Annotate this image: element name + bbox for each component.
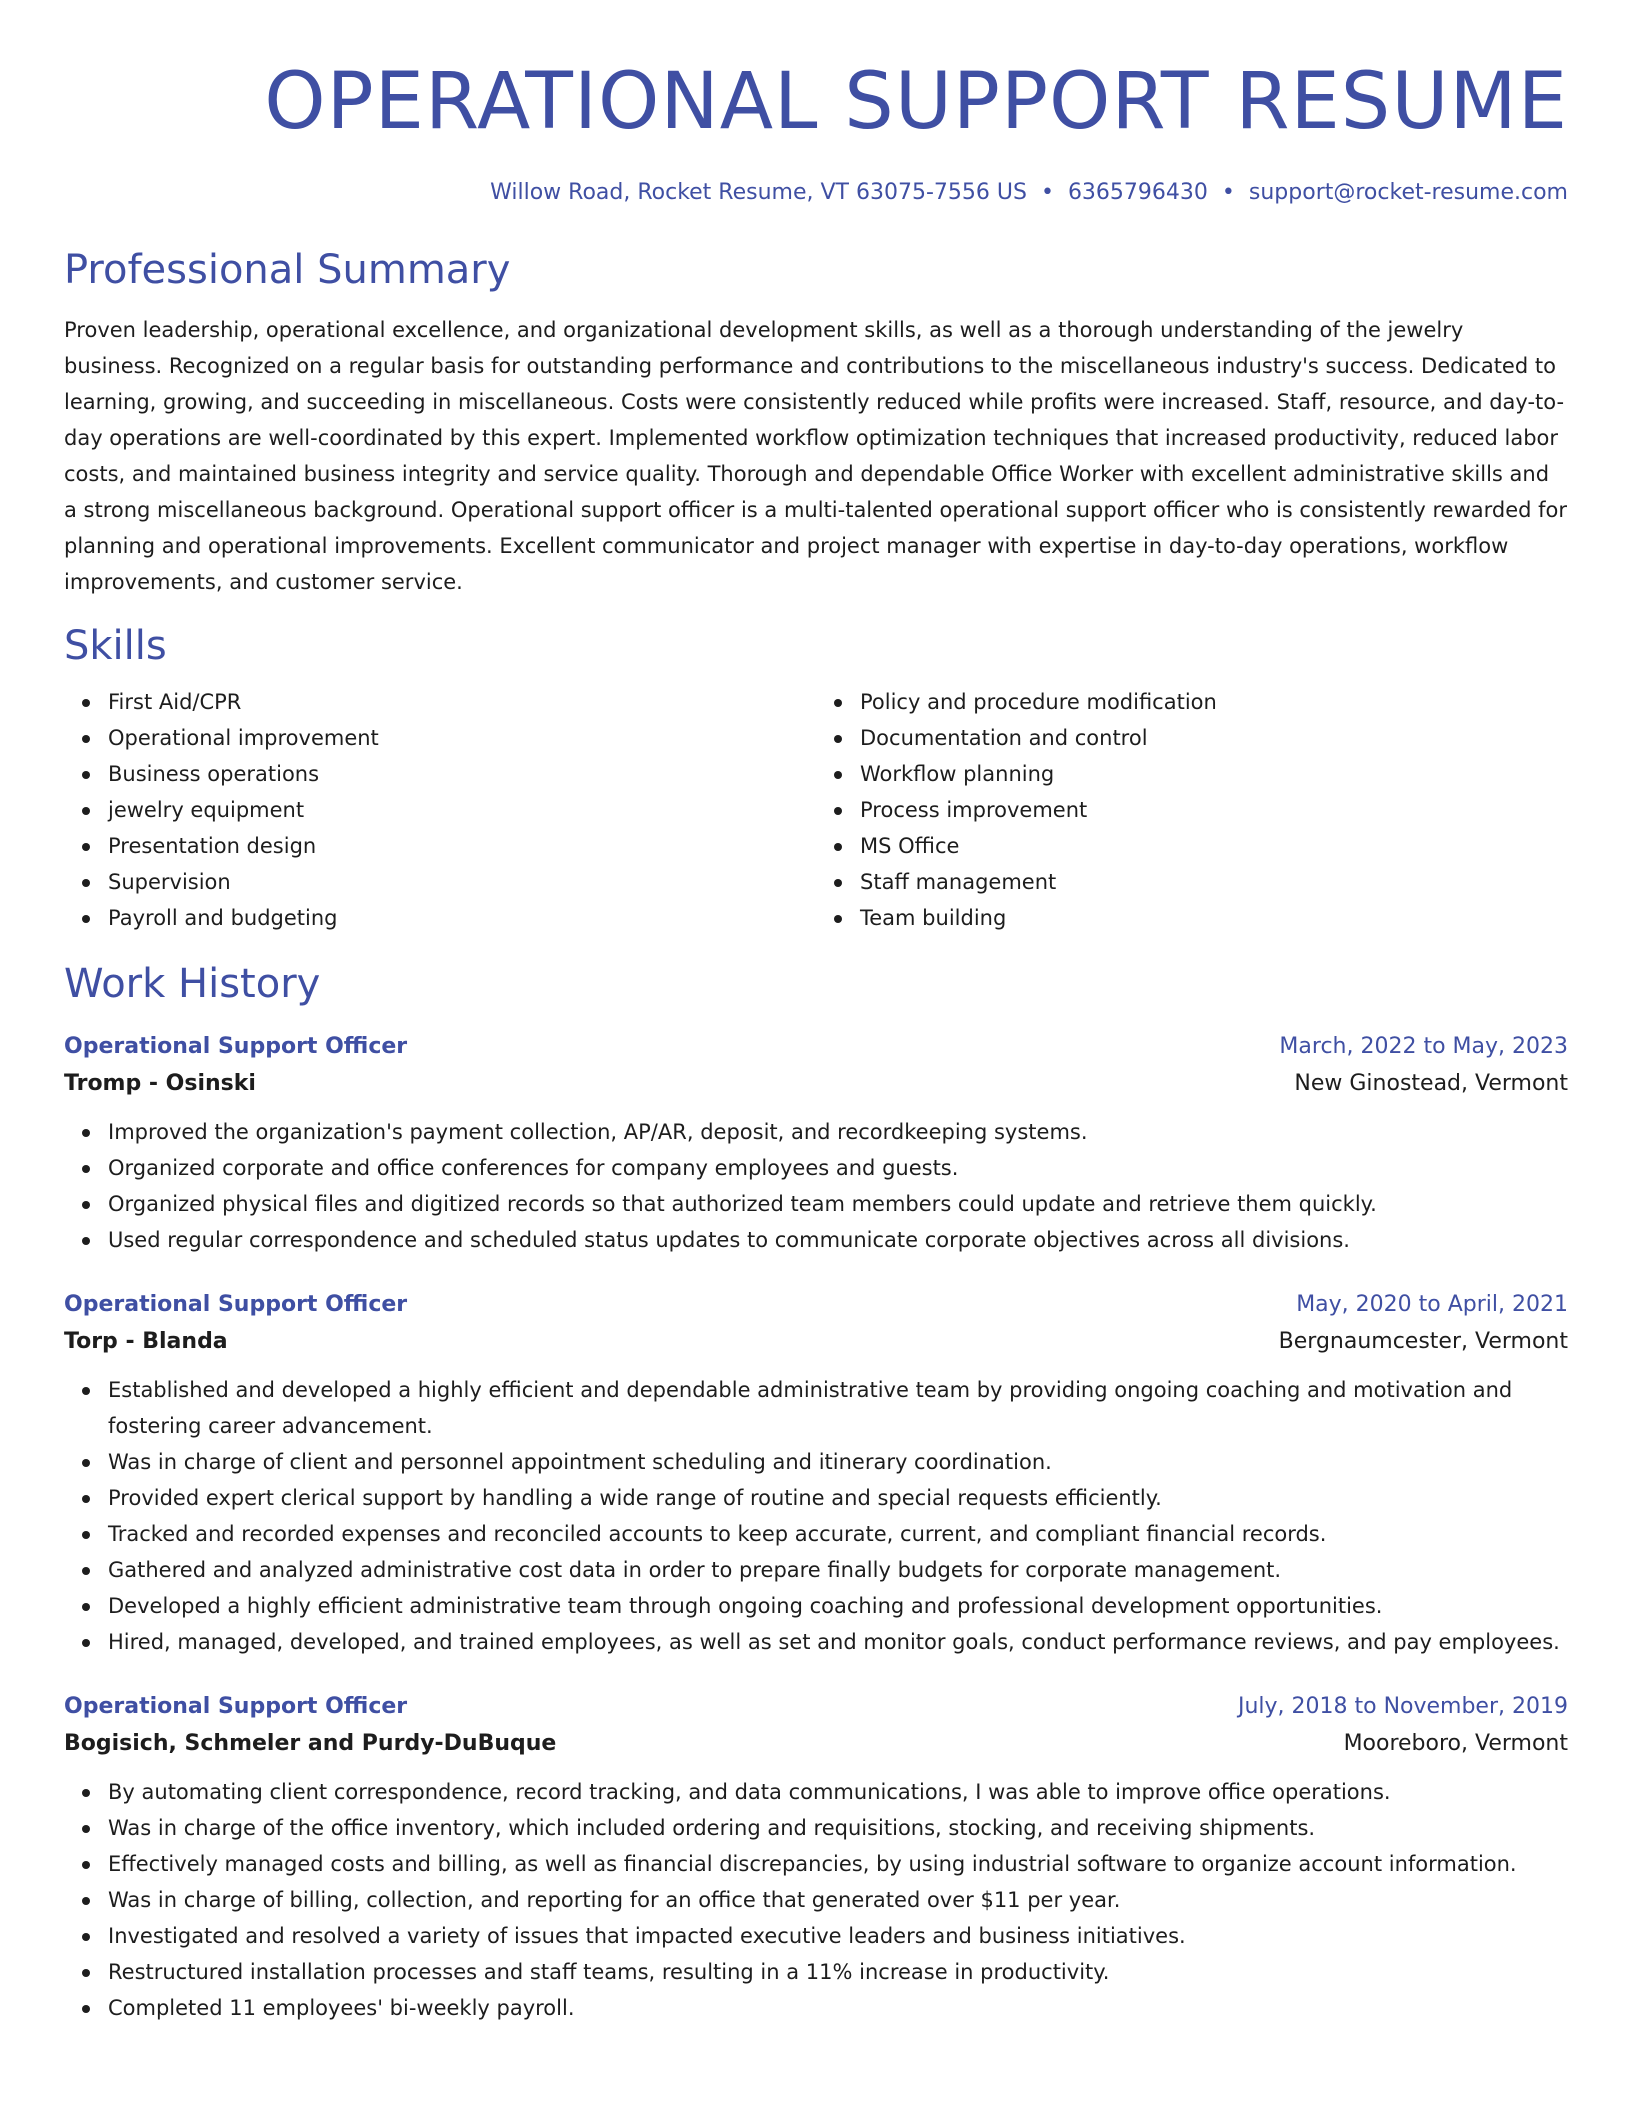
job-company-row (64, 1322, 1568, 1362)
skill-item: Process improvement (860, 792, 1568, 828)
job-entry (64, 1288, 1568, 1660)
job-bullets (64, 1372, 1568, 1660)
job-location: Bergnaumcester, Vermont (1278, 1328, 1568, 1354)
skill-item: Presentation design (108, 828, 816, 864)
job-bullet: Restructured installation processes and staff teams, resulting in a 11% increase in productivity. (108, 1954, 1568, 1990)
work-history-section (64, 960, 1568, 2026)
summary-heading: Professional Summary (64, 246, 511, 293)
job-company: Bogisich, Schmeler and Purdy-DuBuque (64, 1730, 557, 1756)
job-bullet: Was in charge of client and personnel appointment scheduling and itinerary coordination. (108, 1444, 1568, 1480)
skill-item: Documentation and control (860, 720, 1568, 756)
contact-line (64, 180, 1568, 206)
skills-list-left (64, 684, 816, 936)
job-bullet: Effectively managed costs and billing, as well as financial discrepancies, by using industrial software to organize account information. (108, 1846, 1568, 1882)
skills-column-left (64, 684, 816, 936)
job-company-row (64, 1724, 1568, 1764)
skill-item: Staff management (860, 864, 1568, 900)
resume-name: OPERATIONAL SUPPORT RESUME (264, 57, 1568, 147)
summary-text: Proven leadership, operational excellence, and organizational development skills, as well as a thorough understanding of the jewelry business. Recognized on a regular basis for outstanding performance and contributions to the miscellaneous industry's success. Dedicated to learning, growing, and succeeding in miscellaneous. Costs were consistently reduced while profits were increased. Staff, resource, and day-to-day operations are well-coordinated by this expert. Implemented workflow optimization techniques that increased productivity, reduced labor costs, and maintained business integrity and service quality. Thorough and dependable Office Worker with excellent administrative skills and a strong miscellaneous background. Operational support officer is a multi-talented operational support officer who is consistently rewarded for planning and operational improvements. Excellent communicator and project manager with expertise in day-to-day operations, workflow improvements, and customer service. (64, 317, 1568, 594)
job-header-row (64, 1288, 1568, 1322)
job-dates: March, 2022 to May, 2023 (1279, 1033, 1568, 1059)
job-header-row (64, 1690, 1568, 1724)
skill-item: Business operations (108, 756, 816, 792)
job-bullet: Organized corporate and office conferences for company employees and guests. (108, 1150, 1568, 1186)
contact-email: support@rocket-resume.com (1248, 179, 1568, 205)
skills-section (64, 622, 1568, 936)
skills-columns (64, 684, 1568, 936)
job-bullet: Completed 11 employees' bi-weekly payroll. (108, 1990, 1568, 2026)
job-bullet: By automating client correspondence, record tracking, and data communications, I was able to improve office operations. (108, 1774, 1568, 1810)
job-bullet: Improved the organization's payment collection, AP/AR, deposit, and recordkeeping systems. (108, 1114, 1568, 1150)
job-title: Operational Support Officer (64, 1693, 408, 1719)
job-entry (64, 1690, 1568, 2026)
job-bullet: Used regular correspondence and scheduled status updates to communicate corporate objectives across all divisions. (108, 1222, 1568, 1258)
contact-address: Willow Road, Rocket Resume, VT 63075-7556 US (490, 179, 1027, 205)
job-bullet: Was in charge of the office inventory, which included ordering and requisitions, stocking, and receiving shipments. (108, 1810, 1568, 1846)
job-bullet: Tracked and recorded expenses and reconciled accounts to keep accurate, current, and compliant financial records. (108, 1516, 1568, 1552)
job-bullets (64, 1114, 1568, 1258)
job-company: Tromp - Osinski (64, 1070, 256, 1096)
job-title: Operational Support Officer (64, 1033, 408, 1059)
job-location: Mooreboro, Vermont (1343, 1730, 1568, 1756)
job-dates: May, 2020 to April, 2021 (1296, 1291, 1568, 1317)
skill-item: Payroll and budgeting (108, 900, 816, 936)
contact-separator: • (1221, 179, 1235, 205)
work-history-heading: Work History (64, 960, 321, 1007)
skill-item: Supervision (108, 864, 816, 900)
job-bullet: Gathered and analyzed administrative cost data in order to prepare finally budgets for corporate management. (108, 1552, 1568, 1588)
job-company: Torp - Blanda (64, 1328, 228, 1354)
job-entry (64, 1030, 1568, 1258)
skill-item: Workflow planning (860, 756, 1568, 792)
job-bullets (64, 1774, 1568, 2026)
skill-item: First Aid/CPR (108, 684, 816, 720)
resume-header (64, 56, 1568, 206)
contact-separator: • (1040, 179, 1054, 205)
job-bullet: Was in charge of billing, collection, and reporting for an office that generated over $11 per year. (108, 1882, 1568, 1918)
skill-item: Team building (860, 900, 1568, 936)
skill-item: Operational improvement (108, 720, 816, 756)
contact-phone: 6365796430 (1067, 179, 1208, 205)
job-dates: July, 2018 to November, 2019 (1237, 1693, 1568, 1719)
skills-list-right (816, 684, 1568, 936)
skill-item: MS Office (860, 828, 1568, 864)
job-bullet: Hired, managed, developed, and trained employees, as well as set and monitor goals, conduct performance reviews, and pay employees. (108, 1624, 1568, 1660)
job-bullet: Investigated and resolved a variety of issues that impacted executive leaders and business initiatives. (108, 1918, 1568, 1954)
skill-item: Policy and procedure modification (860, 684, 1568, 720)
summary-section (64, 246, 1568, 600)
job-title: Operational Support Officer (64, 1291, 408, 1317)
job-bullet: Established and developed a highly efficient and dependable administrative team by providing ongoing coaching and motivation and fostering career advancement. (108, 1372, 1568, 1444)
skills-column-right (816, 684, 1568, 936)
job-bullet: Provided expert clerical support by handling a wide range of routine and special requests efficiently. (108, 1480, 1568, 1516)
job-bullet: Organized physical files and digitized records so that authorized team members could update and retrieve them quickly. (108, 1186, 1568, 1222)
job-company-row (64, 1064, 1568, 1104)
job-location: New Ginostead, Vermont (1294, 1070, 1568, 1096)
skill-item: jewelry equipment (108, 792, 816, 828)
job-header-row (64, 1030, 1568, 1064)
job-bullet: Developed a highly efficient administrative team through ongoing coaching and professional development opportunities. (108, 1588, 1568, 1624)
skills-heading: Skills (64, 622, 167, 669)
